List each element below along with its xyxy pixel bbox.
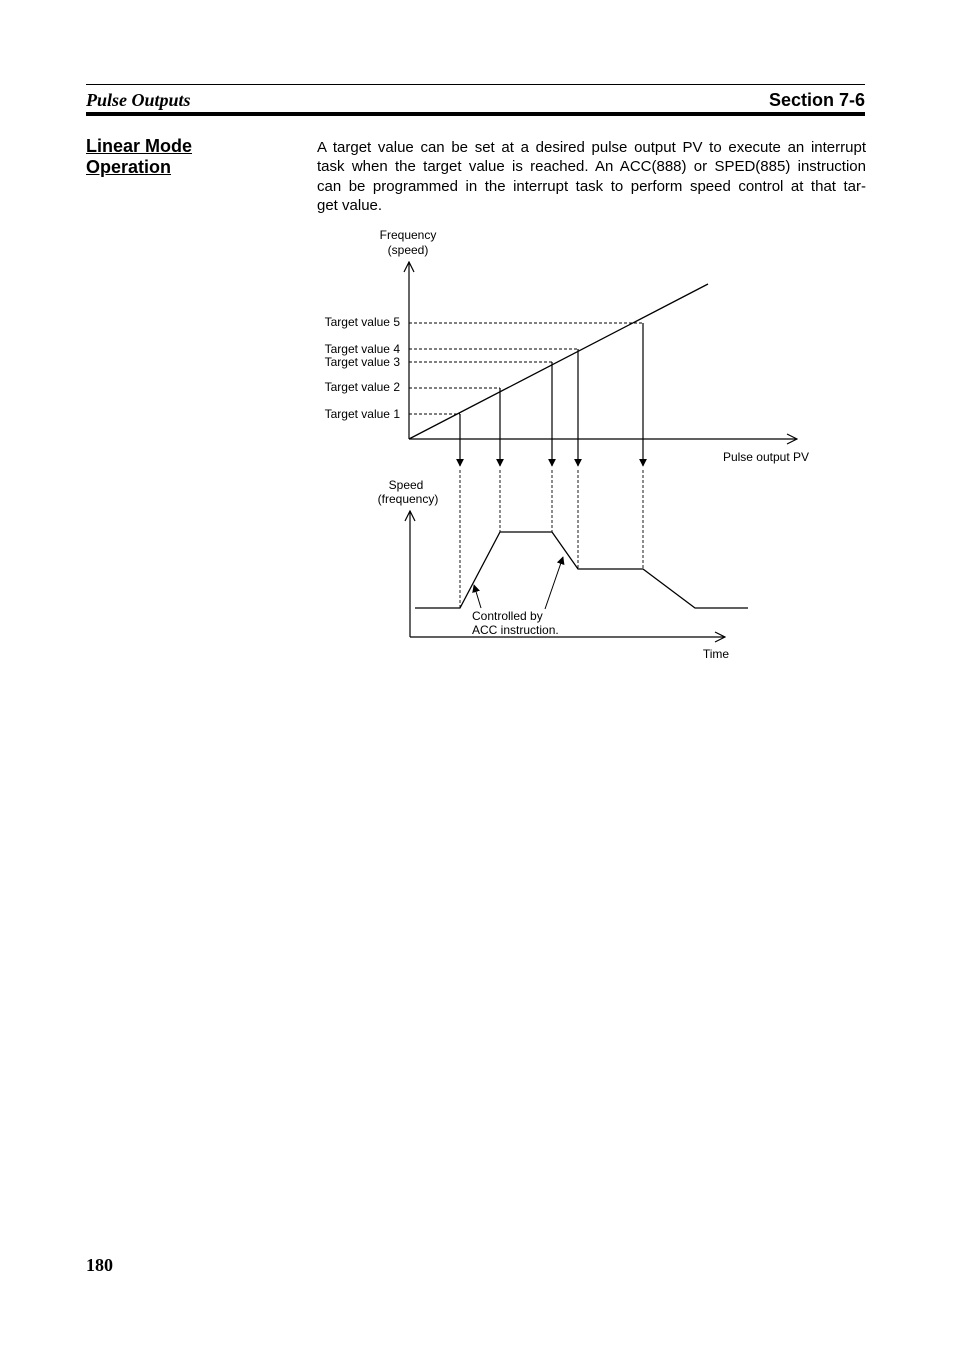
pulse-output-line — [409, 284, 708, 439]
top-y-axis-label: Frequency — [379, 228, 437, 242]
body-line: task when the target value is reached. An ACC(888) or SPED(885) instruction — [317, 158, 866, 176]
annotation-label: Controlled by — [472, 609, 543, 623]
annotation-label: ACC instruction. — [472, 623, 559, 637]
target-value-label: Target value 3 — [324, 355, 400, 369]
annotation-pointer — [545, 557, 563, 609]
target-value-label: Target value 4 — [324, 342, 400, 356]
speed-profile — [415, 532, 748, 608]
top-y-axis-label: (speed) — [387, 243, 429, 257]
target-value-label: Target value 2 — [324, 380, 400, 394]
side-heading-line-1: Linear Mode — [86, 136, 193, 156]
bottom-y-axis-label: Speed — [388, 478, 424, 492]
bottom-x-axis-label: Time — [702, 647, 730, 661]
side-heading-line-2: Operation — [86, 157, 172, 177]
target-value-label: Target value 1 — [324, 407, 400, 421]
body-line: get value. — [317, 196, 383, 214]
body-line: can be programmed in the interrupt task to perform speed control at that tar- — [317, 177, 866, 195]
page-number: 180 — [86, 1255, 113, 1275]
bottom-y-axis-label: (frequency) — [377, 492, 439, 506]
body-line: A target value can be set at a desired pulse output PV to execute an interrupt — [317, 139, 866, 156]
section-number: Section 7-6 — [768, 90, 865, 110]
annotation-pointer — [474, 585, 481, 608]
target-value-label: Target value 5 — [324, 315, 400, 329]
top-x-axis-label: Pulse output PV — [722, 450, 809, 464]
section-title: Pulse Outputs — [86, 90, 191, 110]
